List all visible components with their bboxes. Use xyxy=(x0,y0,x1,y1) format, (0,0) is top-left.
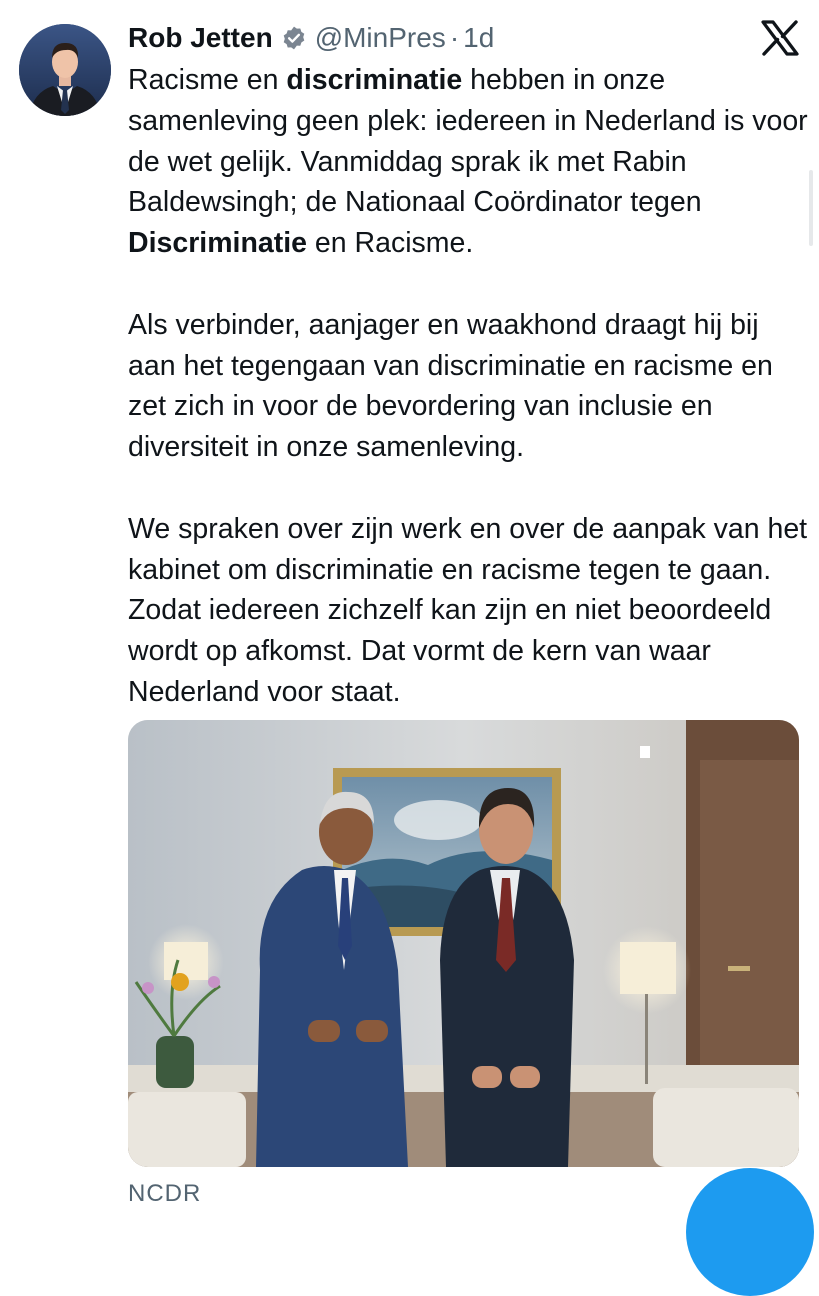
tweet-text-segment: en Racisme. xyxy=(307,227,474,260)
author-name[interactable]: Rob Jetten xyxy=(128,22,273,53)
scrollbar-thumb[interactable] xyxy=(809,170,813,246)
verified-badge-icon xyxy=(281,25,307,51)
compose-button[interactable] xyxy=(686,1168,814,1296)
tweet-timestamp[interactable]: 1d xyxy=(463,22,495,53)
avatar[interactable] xyxy=(19,24,111,116)
tweet-text xyxy=(128,60,808,713)
tweet-text-segment: Racisme en xyxy=(128,64,287,96)
author-handle[interactable]: @MinPres xyxy=(314,22,446,53)
tweet-text-segment: Als verbinder, aanjager en waakhond draagt hij bij aan het tegengaan van discriminatie en racisme en zet zich in voor de bevordering van inclusie en diversiteit in onze samenleving. xyxy=(128,308,773,464)
x-logo-icon xyxy=(760,20,800,56)
tweet-photo[interactable] xyxy=(128,720,799,1167)
tweet-text-segment: hebben in onze samenleving geen plek: iedereen in Nederland is voor de wet gelijk. Vanmiddag sprak ik met Rabin Baldewsingh; de Nationaal Coördinator tegen xyxy=(128,64,808,219)
highlighted-term: Discriminatie xyxy=(128,227,307,260)
tweet-paragraph xyxy=(128,60,808,264)
tweet-paragraph xyxy=(128,509,808,713)
tweet-paragraph xyxy=(128,305,808,468)
highlighted-term: discriminatie xyxy=(286,64,463,96)
tweet-header xyxy=(128,18,494,58)
media-source-label: NCDR xyxy=(128,1180,202,1207)
tweet-text-segment: We spraken over zijn werk en over de aanpak van het kabinet om discriminatie en racisme tegen te gaan. Zodat iedereen zichzelf kan zijn en niet beoordeeld wordt op afkomst. Dat vormt de kern van waar Nederland voor staat. xyxy=(128,512,808,708)
header-separator: · xyxy=(449,22,460,53)
